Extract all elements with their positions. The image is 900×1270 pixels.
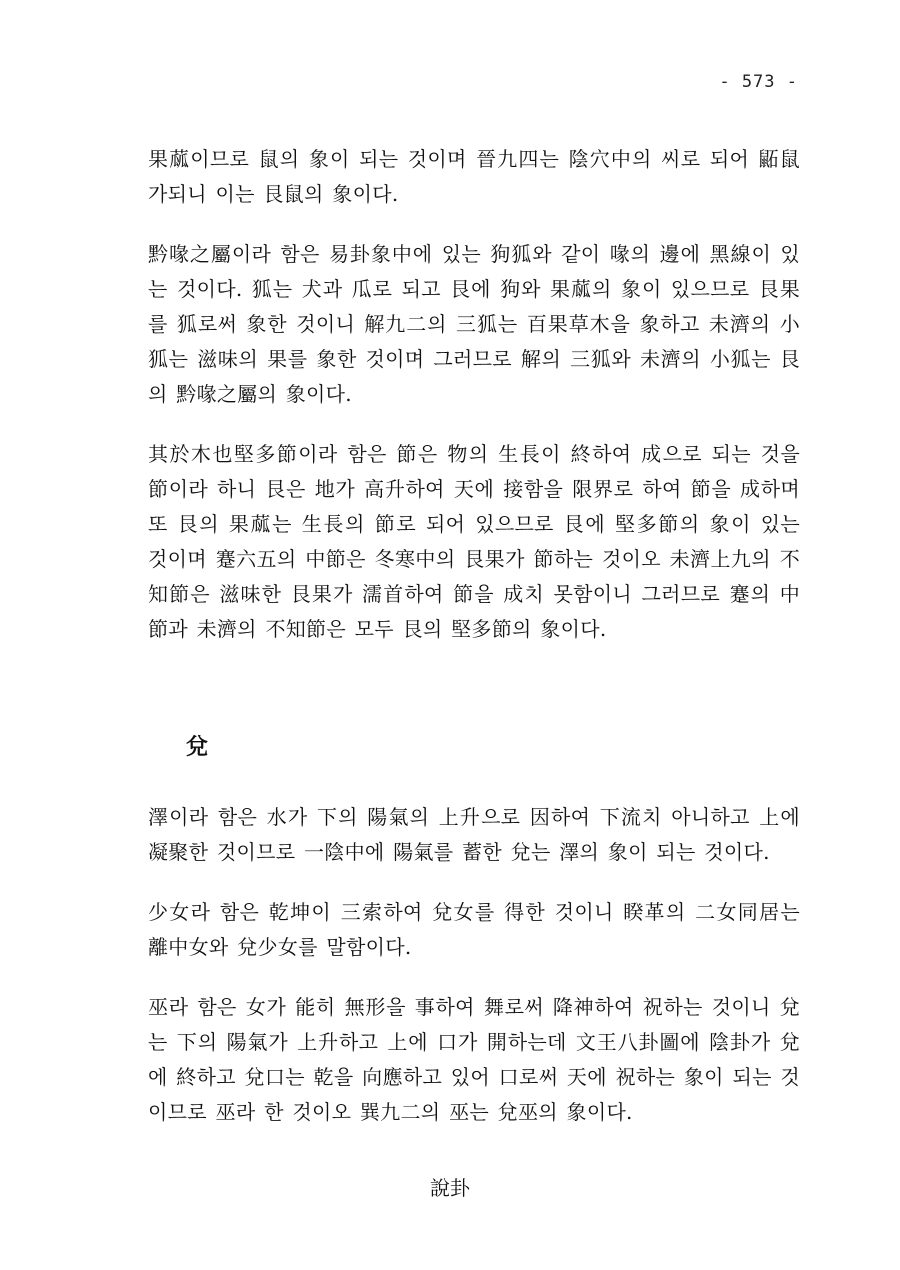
paragraph-black-beak: 黔喙之屬이라 함은 易卦象中에 있는 狗狐와 같이 喙의 邊에 黑線이 있는 것이다. 狐는 犬과 瓜로 되고 艮에 狗와 果蓏의 象이 있으므로 艮果를 狐로써 象한 것이니 解九二의 三狐는 百果草木을 象하고 未濟의 小狐는 滋味의 果를 象한 것이며 그러므로 解의 三狐와 未濟의 小狐는 艮의 黔喙之屬의 象이다. [148, 242, 800, 406]
page-footer: 說卦 [430, 1176, 470, 1200]
paragraph-marsh: 澤이라 함은 水가 下의 陽氣의 上升으로 因하여 下流치 아니하고 上에 凝聚한 것이므로 一陰中에 陽氣를 蓄한 兌는 澤의 象이 되는 것이다. [148, 805, 800, 864]
page-number: - 573 - [719, 72, 798, 92]
section-gap [148, 672, 800, 732]
paragraph-shaman: 巫라 함은 女가 能히 無形을 事하여 舞로써 降神하여 祝하는 것이니 兌는 下의 陽氣가 上升하고 上에 口가 開하는데 文王八卦圖에 陰卦가 兌에 終하고 兌口는 乾을 向應하고 있어 口로써 天에 祝하는 象이 되는 것이므로 巫라 한 것이오 巽九二의 巫는 兌巫의 象이다. [148, 995, 800, 1124]
section-heading-dui: 兌 [186, 734, 209, 760]
paragraph-hard-knots: 其於木也堅多節이라 함은 節은 物의 生長이 終하여 成으로 되는 것을 節이라 하니 艮은 地가 高升하여 天에 接함을 限界로 하여 節을 成하며 또 艮의 果蓏는 生長의 節로 되어 있으므로 艮에 堅多節의 象이 있는 것이며 蹇六五의 中節은 冬寒中의 艮果가 節하는 것이오 未濟上九의 不知節은 滋味한 艮果가 濡首하여 節을 成치 못함이니 그러므로 蹇의 中節과 未濟의 不知節은 모두 艮의 堅多節의 象이다. [148, 442, 800, 641]
document-body [148, 142, 800, 1155]
paragraph-youngest-daughter: 少女라 함은 乾坤이 三索하여 兌女를 得한 것이니 睽革의 二女同居는 離中女와 兌少女를 말함이다. [148, 900, 800, 959]
paragraph-fruit-rat: 果蓏이므로 鼠의 象이 되는 것이며 晉九四는 陰穴中의 씨로 되어 鼫鼠가되니 이는 艮鼠의 象이다. [148, 147, 800, 206]
